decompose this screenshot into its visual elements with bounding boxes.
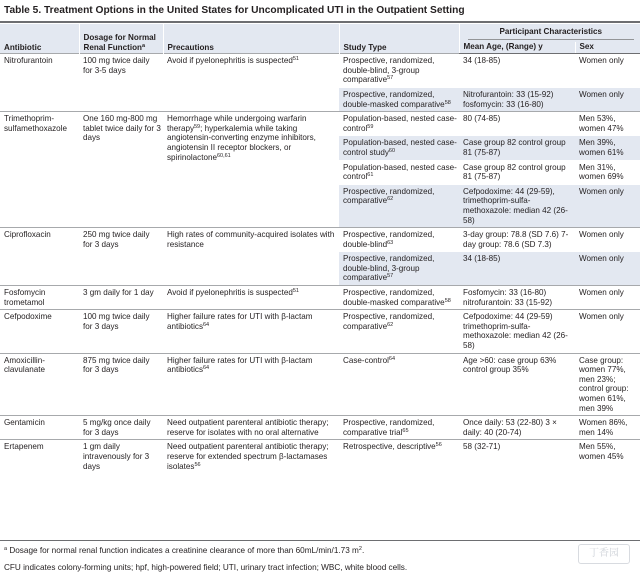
cell-sex: Men 55%, women 45% [575, 440, 640, 473]
table-row [0, 112, 640, 136]
title-rule [0, 21, 640, 23]
cell-dosage: 875 mg twice daily for 3 days [79, 353, 163, 416]
cell-age: Fosfomycin: 33 (16-80) nitrofurantoin: 33 (15-92) [459, 286, 575, 310]
cell-dosage: 250 mg twice daily for 3 days [79, 228, 163, 286]
cell-sex: Women only [575, 286, 640, 310]
cell-age: Nitrofurantoin: 33 (15-92) fosfomycin: 33 (16-80) [459, 87, 575, 111]
cell-sex: Men 31%, women 69% [575, 160, 640, 184]
cell-antibiotic: Ertapenem [0, 440, 79, 473]
cell-age: 34 (18-85) [459, 252, 575, 286]
cell-precautions: Need outpatient parenteral antibiotic therapy; reserve for extended spectrum β-lactamases isolates$^{56}$ [163, 440, 339, 473]
footnote-rule [0, 540, 640, 541]
cell-antibiotic: Trimethoprim-sulfamethoxazole [0, 112, 79, 228]
cell-study-type: Prospective, randomized, comparative$^{62}$ [339, 184, 459, 227]
header-antibiotic: Antibiotic [0, 24, 79, 54]
cell-study-type: Prospective, randomized, comparative$^{62}$ [339, 310, 459, 353]
table-row [0, 416, 640, 440]
cell-sex: Women only [575, 87, 640, 111]
cell-precautions: Hemorrhage while undergoing warfarin therapy$^{59}$; hyperkalemia while taking angiotensin-converting enzyme inhibitors, angiotensin II receptor blockers, or spirinolactone$^{60,61}$ [163, 112, 339, 228]
footnote-a: $^a$ Dosage for normal renal function indicates a creatinine clearance of more than 60mL/min/1.73 $m^2$. [4, 546, 365, 555]
cell-study-type: Population-based, nested case-control$^{59}$ [339, 112, 459, 136]
cell-study-type: Prospective, randomized, double-blind, 3-group comparative$^{57}$ [339, 252, 459, 286]
cell-study-type: Prospective, randomized, double-masked comparative$^{58}$ [339, 286, 459, 310]
header-study-type: Study Type [339, 24, 459, 54]
cell-age: Case group 82 control group 81 (75-87) [459, 136, 575, 160]
cell-study-type: Case-control$^{64}$ [339, 353, 459, 416]
cell-precautions: Higher failure rates for UTI with β-lactam antibiotics$^{64}$ [163, 353, 339, 416]
cell-sex: Case group: women 77%, men 23%; control group: women 61%, men 39% [575, 353, 640, 416]
cell-antibiotic: Nitrofurantoin [0, 54, 79, 112]
cell-study-type: Prospective, randomized, double-masked comparative$^{58}$ [339, 87, 459, 111]
table-title: Table 5. Treatment Options in the United States for Uncomplicated UTI in the Outpatient Setting [4, 5, 465, 16]
cell-sex: Women only [575, 252, 640, 286]
cell-study-type: Prospective, randomized, double-blind$^{63}$ [339, 228, 459, 252]
cell-age: Age >60: case group 63% control group 35% [459, 353, 575, 416]
cell-sex: Women only [575, 184, 640, 227]
cell-sex: Men 39%, women 61% [575, 136, 640, 160]
watermark-logo: 丁香园 [578, 544, 630, 564]
cell-age: Once daily: 53 (22-80) 3 × daily: 40 (20-74) [459, 416, 575, 440]
treatment-table [0, 24, 640, 473]
cell-sex: Women only [575, 310, 640, 353]
table-row [0, 54, 640, 88]
cell-precautions: Higher failure rates for UTI with β-lactam antibiotics$^{64}$ [163, 310, 339, 353]
footnote-abbreviations: CFU indicates colony-forming units; hpf, high-powered field; UTI, urinary tract infection; WBC, white blood cells. [4, 563, 408, 572]
cell-dosage: 100 mg twice daily for 3-5 days [79, 54, 163, 112]
cell-antibiotic: Ciprofloxacin [0, 228, 79, 286]
cell-study-type: Population-based, nested case-control study$^{60}$ [339, 136, 459, 160]
cell-precautions: Avoid if pyelonephritis is suspected$^{51}$ [163, 54, 339, 112]
cell-age: 34 (18-85) [459, 54, 575, 88]
cell-study-type: Prospective, randomized, comparative trial$^{65}$ [339, 416, 459, 440]
cell-dosage: 3 gm daily for 1 day [79, 286, 163, 310]
cell-sex: Women only [575, 228, 640, 252]
table-row [0, 353, 640, 416]
cell-precautions: Avoid if pyelonephritis is suspected$^{51}$ [163, 286, 339, 310]
cell-age: 3-day group: 78.8 (SD 7.6) 7-day group: 78.6 (SD 7.3) [459, 228, 575, 252]
header-dosage: Dosage for Normal Renal Function$^a$ [79, 24, 163, 54]
header-age: Mean Age, (Range) y [459, 42, 575, 54]
table-row [0, 440, 640, 473]
table-row [0, 286, 640, 310]
cell-dosage: 100 mg twice daily for 3 days [79, 310, 163, 353]
cell-dosage: 5 mg/kg once daily for 3 days [79, 416, 163, 440]
cell-study-type: Population-based, nested case-control$^{61}$ [339, 160, 459, 184]
cell-sex: Women only [575, 54, 640, 88]
cell-age: Cefpodoxime: 44 (29-59) trimethoprim-sulfa-methoxazole: median 42 (26-58) [459, 310, 575, 353]
cell-age: Cefpodoxime: 44 (29-59), trimethoprim-sulfa-methoxazole: median 42 (26-58) [459, 184, 575, 227]
cell-study-type: Retrospective, descriptive$^{56}$ [339, 440, 459, 473]
cell-antibiotic: Cefpodoxime [0, 310, 79, 353]
cell-precautions: High rates of community-acquired isolates with resistance [163, 228, 339, 286]
cell-antibiotic: Fosfomycin trometamol [0, 286, 79, 310]
table-row [0, 310, 640, 353]
cell-dosage: One 160 mg-800 mg tablet twice daily for 3 days [79, 112, 163, 228]
cell-antibiotic: Gentamicin [0, 416, 79, 440]
cell-age: Case group 82 control group 81 (75-87) [459, 160, 575, 184]
cell-study-type: Prospective, randomized, double-blind, 3-group comparative$^{57}$ [339, 54, 459, 88]
header-sex: Sex [575, 42, 640, 54]
cell-dosage: 1 gm daily intravenously for 3 days [79, 440, 163, 473]
header-participant-characteristics: Participant Characteristics [459, 24, 640, 42]
cell-age: 58 (32-71) [459, 440, 575, 473]
cell-age: 80 (74-85) [459, 112, 575, 136]
table-row [0, 228, 640, 252]
cell-sex: Women 86%, men 14% [575, 416, 640, 440]
cell-sex: Men 53%, women 47% [575, 112, 640, 136]
header-precautions: Precautions [163, 24, 339, 54]
cell-precautions: Need outpatient parenteral antibiotic therapy; reserve for isolates with no oral alternative [163, 416, 339, 440]
cell-antibiotic: Amoxicillin-clavulanate [0, 353, 79, 416]
